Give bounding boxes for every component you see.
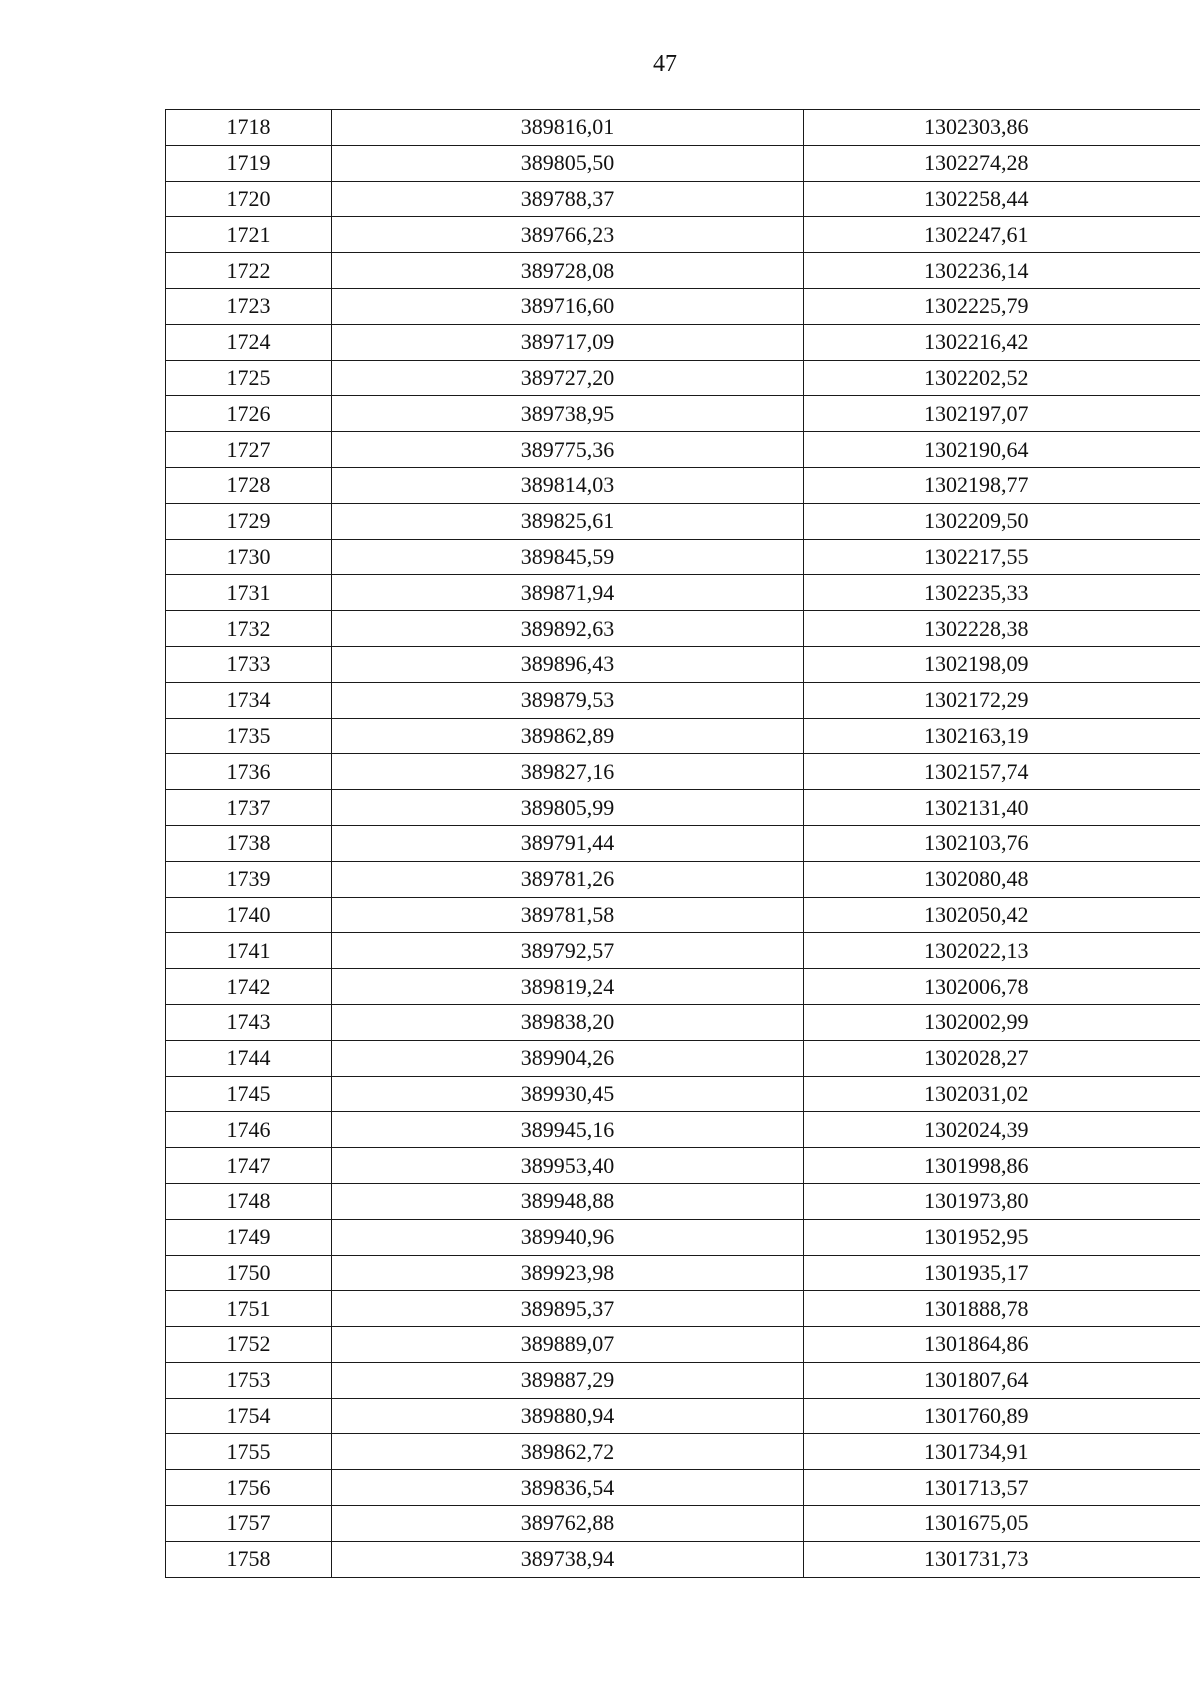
table-row xyxy=(166,360,1200,396)
x-coordinate-cell: 389838,20 xyxy=(332,1004,804,1040)
coordinates-table-body xyxy=(166,110,1200,1578)
y-coordinate-cell: 1301935,17 xyxy=(804,1255,1200,1291)
point-number-cell: 1745 xyxy=(166,1076,332,1112)
x-coordinate-cell: 389879,53 xyxy=(332,682,804,718)
table-row xyxy=(166,1362,1200,1398)
table-row xyxy=(166,754,1200,790)
table-row xyxy=(166,825,1200,861)
table-row xyxy=(166,1506,1200,1542)
y-coordinate-cell: 1302198,77 xyxy=(804,467,1200,503)
point-number-cell: 1721 xyxy=(166,217,332,253)
x-coordinate-cell: 389805,99 xyxy=(332,790,804,826)
y-coordinate-cell: 1302274,28 xyxy=(804,145,1200,181)
x-coordinate-cell: 389930,45 xyxy=(332,1076,804,1112)
x-coordinate-cell: 389814,03 xyxy=(332,467,804,503)
x-coordinate-cell: 389825,61 xyxy=(332,503,804,539)
point-number-cell: 1742 xyxy=(166,969,332,1005)
x-coordinate-cell: 389948,88 xyxy=(332,1183,804,1219)
y-coordinate-cell: 1302031,02 xyxy=(804,1076,1200,1112)
x-coordinate-cell: 389845,59 xyxy=(332,539,804,575)
coordinates-table xyxy=(165,109,1200,1578)
y-coordinate-cell: 1301998,86 xyxy=(804,1148,1200,1184)
table-row xyxy=(166,1291,1200,1327)
point-number-cell: 1728 xyxy=(166,467,332,503)
y-coordinate-cell: 1302228,38 xyxy=(804,611,1200,647)
table-row xyxy=(166,718,1200,754)
point-number-cell: 1722 xyxy=(166,253,332,289)
x-coordinate-cell: 389862,89 xyxy=(332,718,804,754)
table-row xyxy=(166,969,1200,1005)
point-number-cell: 1746 xyxy=(166,1112,332,1148)
point-number-cell: 1732 xyxy=(166,611,332,647)
point-number-cell: 1720 xyxy=(166,181,332,217)
y-coordinate-cell: 1302217,55 xyxy=(804,539,1200,575)
y-coordinate-cell: 1302028,27 xyxy=(804,1040,1200,1076)
point-number-cell: 1736 xyxy=(166,754,332,790)
point-number-cell: 1748 xyxy=(166,1183,332,1219)
x-coordinate-cell: 389827,16 xyxy=(332,754,804,790)
y-coordinate-cell: 1302050,42 xyxy=(804,897,1200,933)
x-coordinate-cell: 389788,37 xyxy=(332,181,804,217)
table-row xyxy=(166,396,1200,432)
table-row xyxy=(166,110,1200,146)
y-coordinate-cell: 1301675,05 xyxy=(804,1506,1200,1542)
point-number-cell: 1737 xyxy=(166,790,332,826)
y-coordinate-cell: 1302103,76 xyxy=(804,825,1200,861)
table-row xyxy=(166,217,1200,253)
table-row xyxy=(166,682,1200,718)
table-row xyxy=(166,181,1200,217)
table-row xyxy=(166,432,1200,468)
y-coordinate-cell: 1302190,64 xyxy=(804,432,1200,468)
table-row xyxy=(166,1255,1200,1291)
x-coordinate-cell: 389819,24 xyxy=(332,969,804,1005)
x-coordinate-cell: 389728,08 xyxy=(332,253,804,289)
y-coordinate-cell: 1302202,52 xyxy=(804,360,1200,396)
point-number-cell: 1739 xyxy=(166,861,332,897)
table-row xyxy=(166,1112,1200,1148)
table-row xyxy=(166,1470,1200,1506)
point-number-cell: 1755 xyxy=(166,1434,332,1470)
table-row xyxy=(166,1148,1200,1184)
table-row xyxy=(166,1434,1200,1470)
point-number-cell: 1743 xyxy=(166,1004,332,1040)
y-coordinate-cell: 1301713,57 xyxy=(804,1470,1200,1506)
table-row xyxy=(166,145,1200,181)
table-row xyxy=(166,1040,1200,1076)
point-number-cell: 1756 xyxy=(166,1470,332,1506)
point-number-cell: 1750 xyxy=(166,1255,332,1291)
point-number-cell: 1723 xyxy=(166,288,332,324)
point-number-cell: 1741 xyxy=(166,933,332,969)
x-coordinate-cell: 389738,95 xyxy=(332,396,804,432)
table-row xyxy=(166,790,1200,826)
x-coordinate-cell: 389892,63 xyxy=(332,611,804,647)
x-coordinate-cell: 389945,16 xyxy=(332,1112,804,1148)
point-number-cell: 1725 xyxy=(166,360,332,396)
x-coordinate-cell: 389717,09 xyxy=(332,324,804,360)
y-coordinate-cell: 1302157,74 xyxy=(804,754,1200,790)
x-coordinate-cell: 389781,26 xyxy=(332,861,804,897)
x-coordinate-cell: 389940,96 xyxy=(332,1219,804,1255)
table-row xyxy=(166,646,1200,682)
x-coordinate-cell: 389889,07 xyxy=(332,1327,804,1363)
y-coordinate-cell: 1302258,44 xyxy=(804,181,1200,217)
point-number-cell: 1734 xyxy=(166,682,332,718)
y-coordinate-cell: 1301973,80 xyxy=(804,1183,1200,1219)
point-number-cell: 1726 xyxy=(166,396,332,432)
x-coordinate-cell: 389762,88 xyxy=(332,1506,804,1542)
x-coordinate-cell: 389887,29 xyxy=(332,1362,804,1398)
table-row xyxy=(166,575,1200,611)
x-coordinate-cell: 389871,94 xyxy=(332,575,804,611)
point-number-cell: 1754 xyxy=(166,1398,332,1434)
table-row xyxy=(166,611,1200,647)
point-number-cell: 1719 xyxy=(166,145,332,181)
x-coordinate-cell: 389738,94 xyxy=(332,1541,804,1577)
y-coordinate-cell: 1301760,89 xyxy=(804,1398,1200,1434)
point-number-cell: 1730 xyxy=(166,539,332,575)
table-row xyxy=(166,1327,1200,1363)
x-coordinate-cell: 389904,26 xyxy=(332,1040,804,1076)
y-coordinate-cell: 1302198,09 xyxy=(804,646,1200,682)
y-coordinate-cell: 1302209,50 xyxy=(804,503,1200,539)
point-number-cell: 1724 xyxy=(166,324,332,360)
table-row xyxy=(166,1076,1200,1112)
point-number-cell: 1731 xyxy=(166,575,332,611)
y-coordinate-cell: 1302216,42 xyxy=(804,324,1200,360)
point-number-cell: 1740 xyxy=(166,897,332,933)
y-coordinate-cell: 1301807,64 xyxy=(804,1362,1200,1398)
table-row xyxy=(166,1541,1200,1577)
table-row xyxy=(166,503,1200,539)
x-coordinate-cell: 389805,50 xyxy=(332,145,804,181)
point-number-cell: 1744 xyxy=(166,1040,332,1076)
point-number-cell: 1757 xyxy=(166,1506,332,1542)
table-row xyxy=(166,897,1200,933)
table-row xyxy=(166,288,1200,324)
table-row xyxy=(166,1004,1200,1040)
x-coordinate-cell: 389896,43 xyxy=(332,646,804,682)
point-number-cell: 1729 xyxy=(166,503,332,539)
x-coordinate-cell: 389816,01 xyxy=(332,110,804,146)
y-coordinate-cell: 1302247,61 xyxy=(804,217,1200,253)
y-coordinate-cell: 1301952,95 xyxy=(804,1219,1200,1255)
table-row xyxy=(166,1398,1200,1434)
x-coordinate-cell: 389923,98 xyxy=(332,1255,804,1291)
point-number-cell: 1727 xyxy=(166,432,332,468)
point-number-cell: 1749 xyxy=(166,1219,332,1255)
point-number-cell: 1735 xyxy=(166,718,332,754)
page-number: 47 xyxy=(653,51,677,77)
y-coordinate-cell: 1302172,29 xyxy=(804,682,1200,718)
point-number-cell: 1753 xyxy=(166,1362,332,1398)
y-coordinate-cell: 1302006,78 xyxy=(804,969,1200,1005)
y-coordinate-cell: 1302080,48 xyxy=(804,861,1200,897)
table-row xyxy=(166,324,1200,360)
y-coordinate-cell: 1302131,40 xyxy=(804,790,1200,826)
y-coordinate-cell: 1301888,78 xyxy=(804,1291,1200,1327)
table-row xyxy=(166,861,1200,897)
x-coordinate-cell: 389862,72 xyxy=(332,1434,804,1470)
point-number-cell: 1718 xyxy=(166,110,332,146)
x-coordinate-cell: 389895,37 xyxy=(332,1291,804,1327)
y-coordinate-cell: 1302002,99 xyxy=(804,1004,1200,1040)
y-coordinate-cell: 1302197,07 xyxy=(804,396,1200,432)
x-coordinate-cell: 389727,20 xyxy=(332,360,804,396)
x-coordinate-cell: 389953,40 xyxy=(332,1148,804,1184)
table-row xyxy=(166,539,1200,575)
table-row xyxy=(166,467,1200,503)
y-coordinate-cell: 1301731,73 xyxy=(804,1541,1200,1577)
point-number-cell: 1752 xyxy=(166,1327,332,1363)
table-row xyxy=(166,253,1200,289)
x-coordinate-cell: 389792,57 xyxy=(332,933,804,969)
y-coordinate-cell: 1301734,91 xyxy=(804,1434,1200,1470)
point-number-cell: 1738 xyxy=(166,825,332,861)
x-coordinate-cell: 389766,23 xyxy=(332,217,804,253)
x-coordinate-cell: 389781,58 xyxy=(332,897,804,933)
x-coordinate-cell: 389716,60 xyxy=(332,288,804,324)
point-number-cell: 1758 xyxy=(166,1541,332,1577)
point-number-cell: 1733 xyxy=(166,646,332,682)
y-coordinate-cell: 1302236,14 xyxy=(804,253,1200,289)
point-number-cell: 1751 xyxy=(166,1291,332,1327)
x-coordinate-cell: 389791,44 xyxy=(332,825,804,861)
y-coordinate-cell: 1302225,79 xyxy=(804,288,1200,324)
table-row xyxy=(166,1219,1200,1255)
x-coordinate-cell: 389880,94 xyxy=(332,1398,804,1434)
y-coordinate-cell: 1302022,13 xyxy=(804,933,1200,969)
x-coordinate-cell: 389775,36 xyxy=(332,432,804,468)
table-row xyxy=(166,933,1200,969)
y-coordinate-cell: 1301864,86 xyxy=(804,1327,1200,1363)
table-row xyxy=(166,1183,1200,1219)
y-coordinate-cell: 1302163,19 xyxy=(804,718,1200,754)
point-number-cell: 1747 xyxy=(166,1148,332,1184)
y-coordinate-cell: 1302303,86 xyxy=(804,110,1200,146)
x-coordinate-cell: 389836,54 xyxy=(332,1470,804,1506)
y-coordinate-cell: 1302235,33 xyxy=(804,575,1200,611)
y-coordinate-cell: 1302024,39 xyxy=(804,1112,1200,1148)
